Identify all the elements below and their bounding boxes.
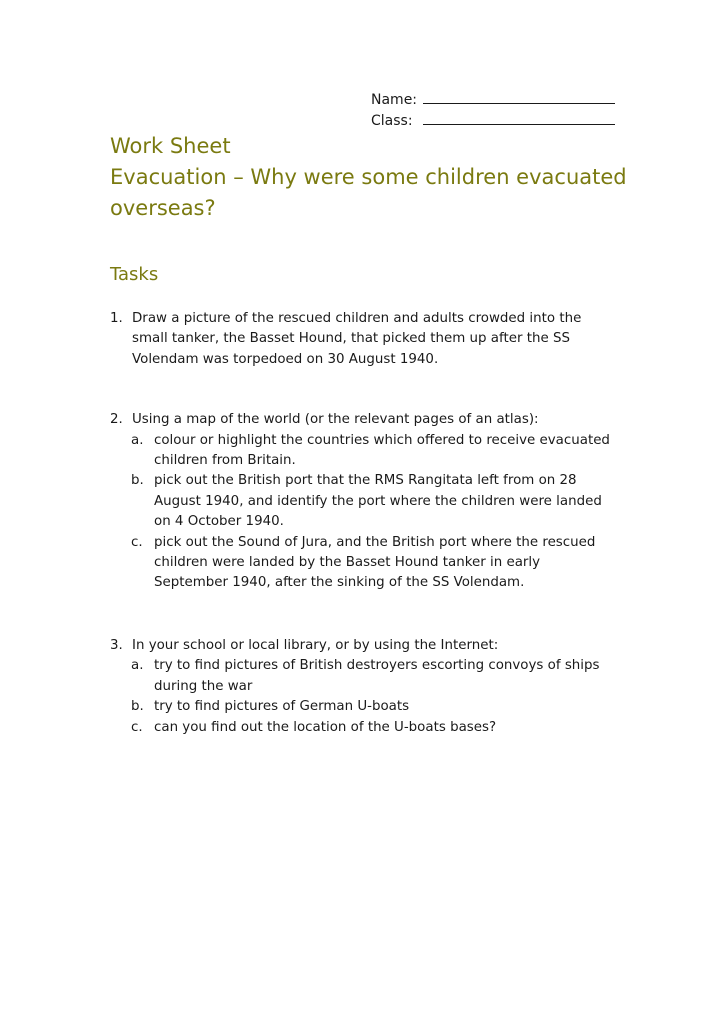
subtask-text: colour or highlight the countries which offered to receive evacuated children from Britain. bbox=[154, 432, 610, 469]
subtask-text: try to find pictures of German U-boats bbox=[154, 699, 410, 715]
task-number: 1. bbox=[110, 311, 123, 326]
subtask-item bbox=[131, 656, 610, 697]
subtask-item bbox=[131, 697, 610, 717]
subtask-text: try to find pictures of British destroyers escorting convoys of ships during the war bbox=[154, 658, 600, 694]
subtask-item bbox=[131, 533, 610, 594]
task-text: Draw a picture of the rescued children and adults crowded into the small tanker, the Basset Hound, that picked them up after the SS Volendam was torpedoed on 30 August 1940. bbox=[132, 311, 582, 367]
tasks-heading: Tasks bbox=[110, 264, 159, 285]
task-text: In your school or local library, or by using the Internet: bbox=[132, 637, 499, 653]
worksheet-title bbox=[110, 131, 670, 224]
student-info-fields bbox=[371, 89, 615, 131]
title-line-3: overseas? bbox=[110, 196, 216, 220]
task-list bbox=[110, 309, 610, 738]
task-item bbox=[110, 636, 610, 656]
name-label: Name: bbox=[371, 92, 418, 108]
task-number: 3. bbox=[110, 637, 123, 653]
subtask-letter: a. bbox=[131, 658, 144, 674]
class-field-row bbox=[371, 110, 615, 131]
subtask-letter: c. bbox=[131, 534, 143, 550]
task-number: 2. bbox=[110, 412, 123, 428]
subtask-item bbox=[131, 471, 610, 532]
name-field-row bbox=[371, 89, 615, 110]
task-item bbox=[110, 309, 610, 370]
subtask-letter: b. bbox=[131, 473, 144, 489]
subtask-text: pick out the Sound of Jura, and the British port where the rescued children were landed by the Basset Hound tanker in early September 1940, after the sinking of the SS Volendam. bbox=[154, 534, 596, 591]
title-line-1: Work Sheet bbox=[110, 134, 231, 158]
class-blank-line[interactable] bbox=[423, 110, 615, 125]
subtask-item bbox=[131, 718, 610, 738]
task-text: Using a map of the world (or the relevant pages of an atlas): bbox=[132, 412, 539, 428]
subtask-letter: b. bbox=[131, 699, 144, 715]
subtask-letter: c. bbox=[131, 719, 143, 735]
subtask-text: pick out the British port that the RMS Rangitata left from on 28 August 1940, and identify the port where the children were landed on 4 October 1940. bbox=[154, 473, 602, 530]
subtask-letter: a. bbox=[131, 432, 144, 448]
task-item bbox=[110, 410, 610, 430]
title-line-2: Evacuation – Why were some children evacuated bbox=[110, 165, 627, 189]
subtask-item bbox=[131, 431, 610, 472]
class-label: Class: bbox=[371, 113, 413, 129]
name-blank-line[interactable] bbox=[423, 89, 615, 104]
subtask-text: can you find out the location of the U-boats bases? bbox=[154, 719, 497, 735]
